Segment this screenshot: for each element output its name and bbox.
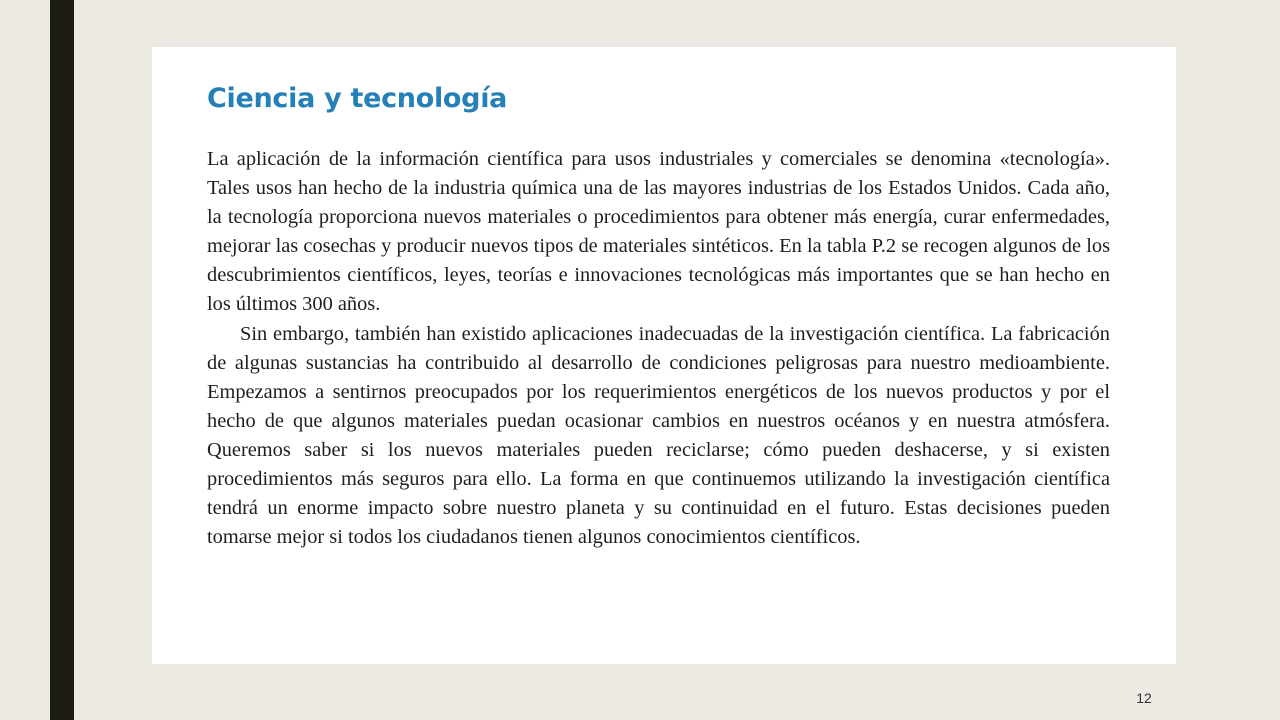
textbook-excerpt-image <box>152 47 1176 664</box>
body-text <box>207 145 1110 552</box>
paragraph-2: Sin embargo, también han existido aplicaciones inadecuadas de la investigación científica. La fabricación de algunas sustancias ha contribuido al desarrollo de condiciones peligrosas para nuestro medioambiente. Empezamos a sentirnos preocupados por los requerimientos energéticos de los nuevos productos y por el hecho de que algunos materiales puedan ocasionar cambios en nuestros océanos y en nuestra atmósfera. Queremos saber si los nuevos materiales pueden reciclarse; cómo pueden deshacerse, y si existen procedimientos más seguros para ello. La forma en que continuemos utilizando la investigación científica tendrá un enorme impacto sobre nuestro planeta y su continuidad en el futuro. Estas decisiones pueden tomarse mejor si todos los ciudadanos tienen algunos conocimientos científicos. <box>207 322 1110 549</box>
slide-number: 12 <box>1136 690 1152 706</box>
paragraph-1: La aplicación de la información científica para usos industriales y comerciales se denomina «tecnología». Tales usos han hecho de la industria química una de las mayores industrias de los Estados Unidos. Cada año, la tecnología proporciona nuevos materiales o procedimientos para obtener más energía, curar enfermedades, mejorar las cosechas y producir nuevos tipos de materiales sintéticos. En la tabla P.2 se recogen algunos de los descubrimientos científicos, leyes, teorías e innovaciones tecnológicas más importantes que se han hecho en los últimos 300 años. <box>207 148 1110 316</box>
left-accent-bar <box>50 0 74 720</box>
section-title: Ciencia y tecnología <box>207 83 508 114</box>
